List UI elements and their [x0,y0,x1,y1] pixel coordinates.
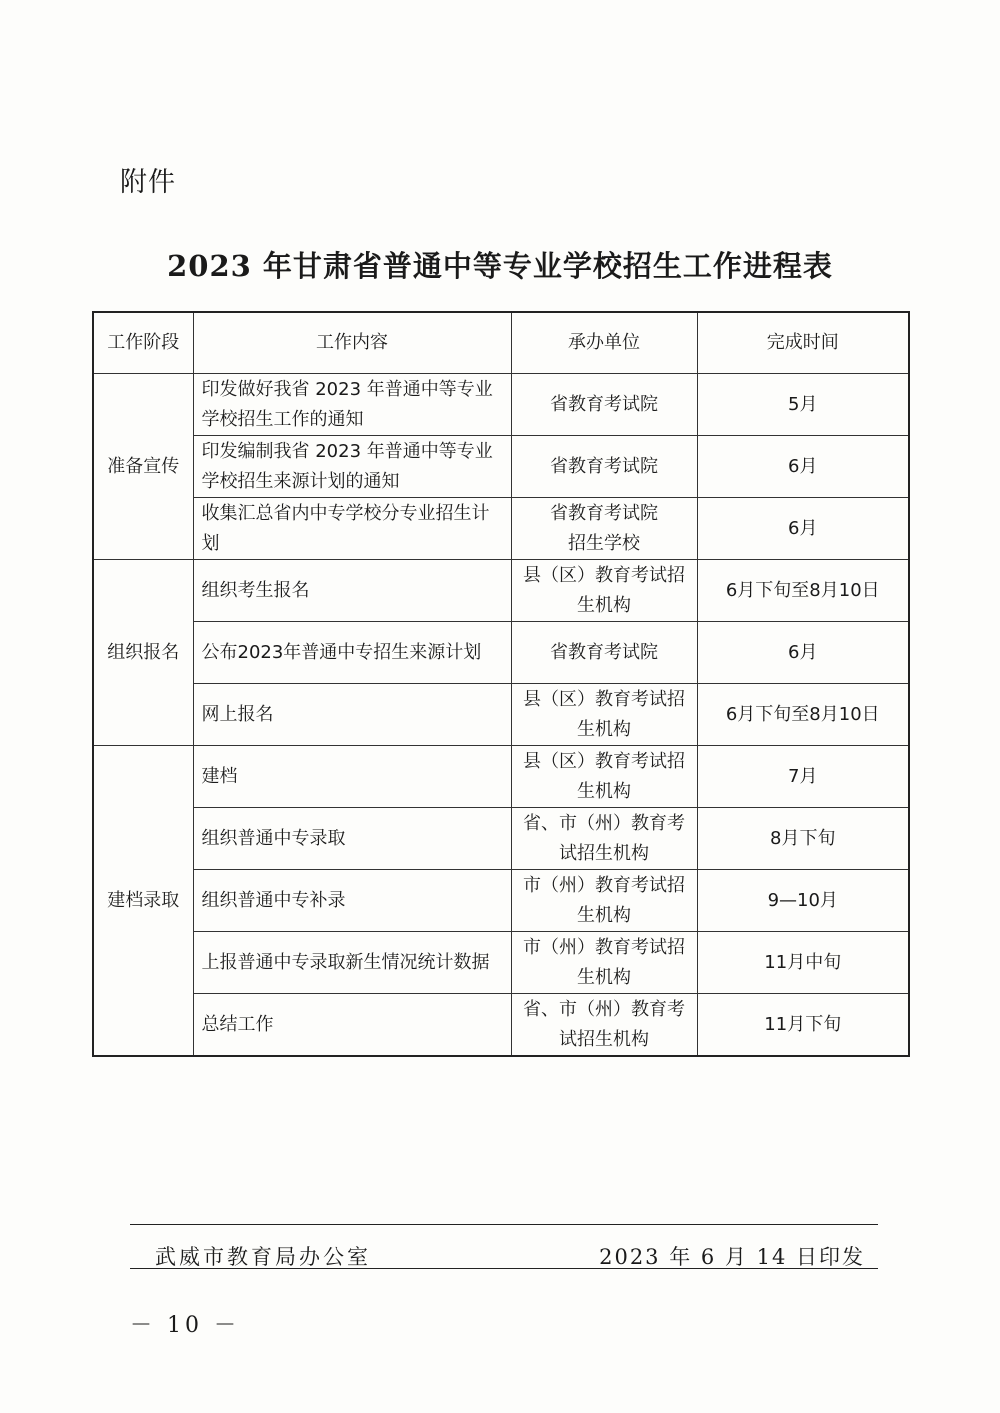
time-cell: 7月 [697,746,909,808]
table-row [93,622,909,684]
unit-cell: 省教育考试院 招生学校 [511,498,697,560]
unit-cell: 市（州）教育考试招生机构 [511,932,697,994]
attachment-label: 附件 [120,167,176,198]
time-cell: 6月下旬至8月10日 [697,684,909,746]
content-cell: 公布2023年普通中专招生来源计划 [193,622,511,684]
stage-cell: 建档录取 [93,746,193,1057]
time-cell: 5月 [697,374,909,436]
header-content: 工作内容 [193,312,511,374]
footer-top-rule [130,1224,878,1225]
table-row [93,870,909,932]
stage-cell: 组织报名 [93,560,193,746]
time-cell: 11月中旬 [697,932,909,994]
time-cell: 8月下旬 [697,808,909,870]
time-cell: 9—10月 [697,870,909,932]
footer-issuer: 武威市教育局办公室 [155,1245,371,1269]
header-time: 完成时间 [697,312,909,374]
unit-cell: 县（区）教育考试招生机构 [511,560,697,622]
table-row [93,374,909,436]
content-cell: 组织考生报名 [193,560,511,622]
content-cell: 组织普通中专补录 [193,870,511,932]
document-title: 2023 年甘肃省普通中等专业学校招生工作进程表 [167,249,833,283]
footer-date: 2023 年 6 月 14 日印发 [599,1245,865,1269]
table-row [93,684,909,746]
stage-cell: 准备宣传 [93,374,193,560]
content-cell: 总结工作 [193,994,511,1057]
unit-cell: 市（州）教育考试招生机构 [511,870,697,932]
content-cell: 建档 [193,746,511,808]
table-row [93,560,909,622]
unit-cell: 省、市（州）教育考试招生机构 [511,808,697,870]
table-row [93,994,909,1057]
content-cell: 印发做好我省 2023 年普通中等专业学校招生工作的通知 [193,374,511,436]
content-cell: 上报普通中专录取新生情况统计数据 [193,932,511,994]
schedule-table-container [92,311,908,1057]
unit-cell: 县（区）教育考试招生机构 [511,746,697,808]
unit-cell: 省、市（州）教育考试招生机构 [511,994,697,1057]
content-cell: 网上报名 [193,684,511,746]
header-stage: 工作阶段 [93,312,193,374]
time-cell: 6月 [697,498,909,560]
table-header-row [93,312,909,374]
content-cell: 收集汇总省内中专学校分专业招生计划 [193,498,511,560]
time-cell: 6月 [697,436,909,498]
unit-cell: 省教育考试院 [511,622,697,684]
time-cell: 6月下旬至8月10日 [697,560,909,622]
footer-bottom-rule [130,1268,878,1269]
content-cell: 组织普通中专录取 [193,808,511,870]
table-row [93,498,909,560]
time-cell: 6月 [697,622,909,684]
table-row [93,746,909,808]
table-row [93,808,909,870]
schedule-table [92,311,910,1057]
content-cell: 印发编制我省 2023 年普通中等专业学校招生来源计划的通知 [193,436,511,498]
table-row [93,932,909,994]
unit-cell: 省教育考试院 [511,374,697,436]
table-row [93,436,909,498]
unit-cell: 省教育考试院 [511,436,697,498]
header-unit: 承办单位 [511,312,697,374]
time-cell: 11月下旬 [697,994,909,1057]
page-number: － 10 － [130,1313,240,1338]
unit-cell: 县（区）教育考试招生机构 [511,684,697,746]
